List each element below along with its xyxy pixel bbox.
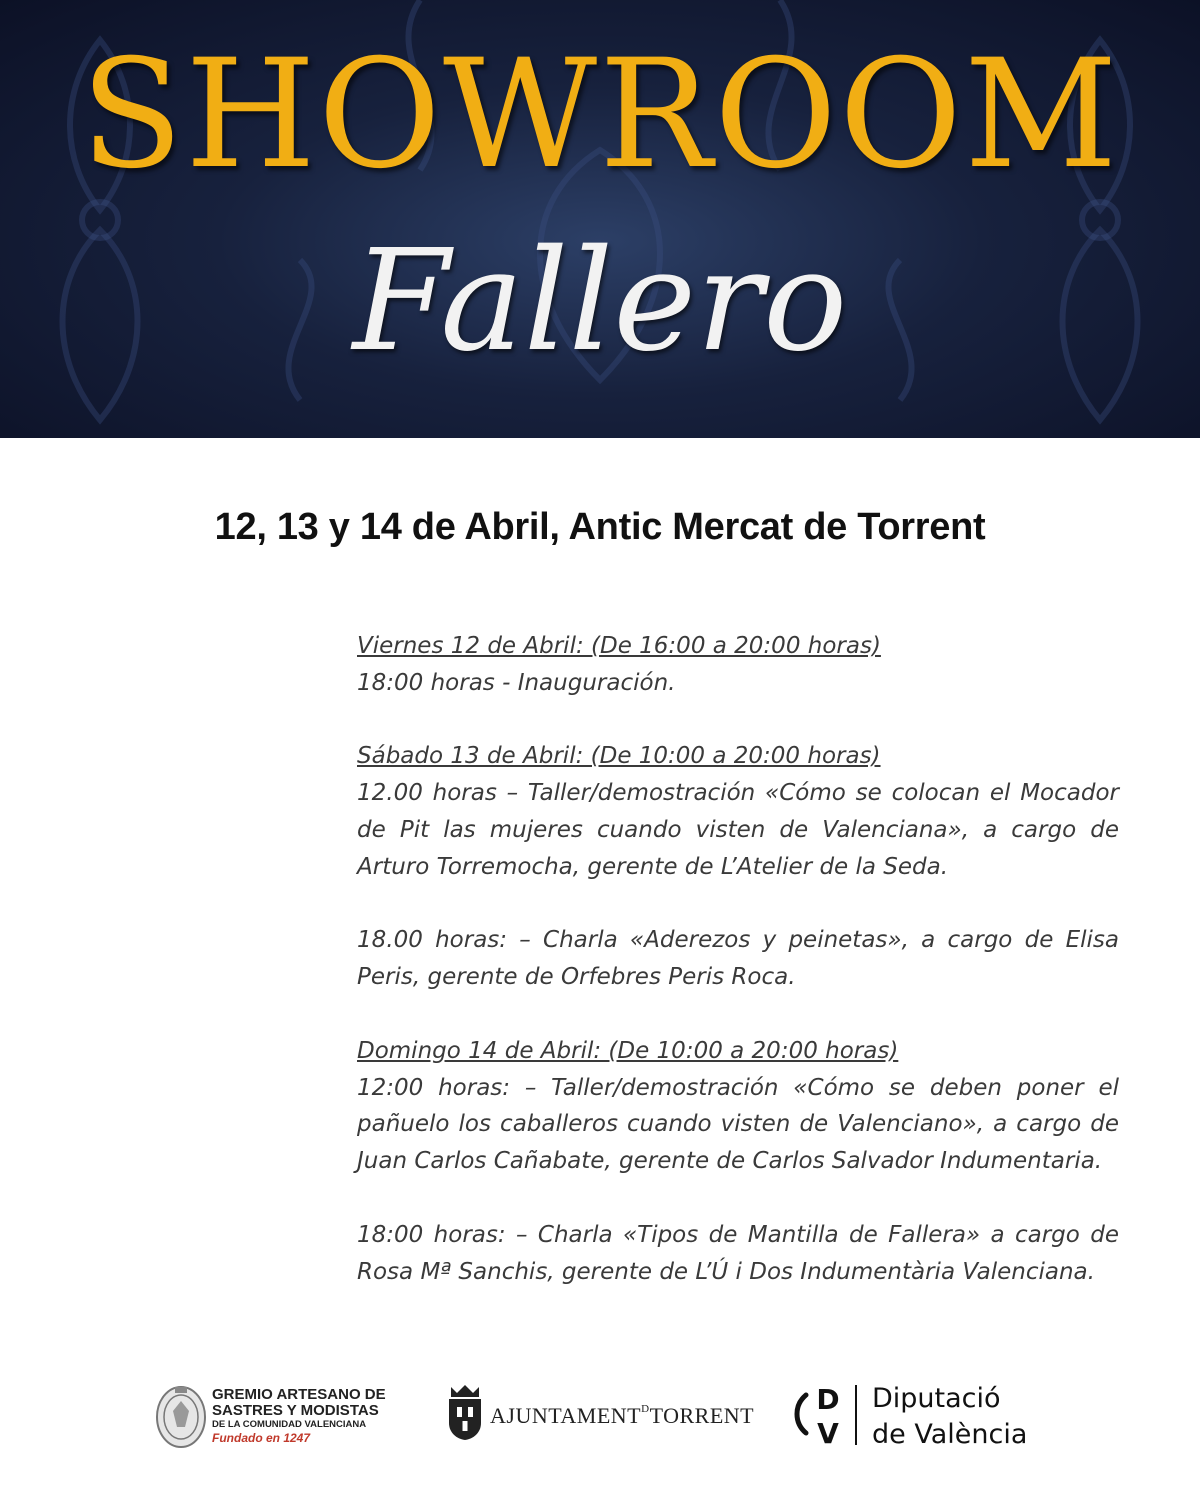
gremio-line1: GREMIO ARTESANO DE — [212, 1386, 386, 1403]
torrent-text-sup: D — [641, 1403, 650, 1415]
sponsor-logos — [0, 1375, 1200, 1455]
diputacio-line2: de València — [872, 1419, 1028, 1450]
banner-subtitle: Fallero — [352, 220, 848, 383]
torrent-text-a: AJUNTAMENT — [490, 1403, 642, 1428]
sunday-item: 18:00 horas: – Charla «Tipos de Mantilla de Fallera» a cargo de Rosa Mª Sanchis, gerente de L’Ú i Dos Indumentària Valenciana. — [357, 1221, 1119, 1285]
dv-mark-top: D — [816, 1383, 840, 1416]
torrent-crest-icon — [445, 1383, 485, 1441]
dv-mark-icon — [790, 1379, 870, 1449]
torrent-text-b: TORRENT — [649, 1403, 755, 1428]
friday-item: 18:00 horas - Inauguración. — [357, 669, 676, 696]
saturday-item: 18.00 horas: – Charla «Aderezos y peinetas», a cargo de Elisa Peris, gerente de Orfebres Peris Roca. — [357, 927, 1119, 991]
gremio-line4: Fundado en 1247 — [212, 1431, 311, 1445]
diputacio-line1: Diputació — [872, 1383, 1001, 1414]
gremio-line2: SASTRES Y MODISTAS — [212, 1402, 379, 1419]
gremio-line3: DE LA COMUNIDAD VALENCIANA — [212, 1419, 367, 1430]
gremio-seal-icon — [155, 1383, 207, 1449]
torrent-logo — [445, 1383, 755, 1443]
event-program — [357, 628, 1119, 1290]
dv-mark-bottom: V — [817, 1417, 839, 1449]
sunday-heading: Domingo 14 de Abril: (De 10:00 a 20:00 horas) — [357, 1037, 899, 1064]
saturday-item: 12.00 horas – Taller/demostración «Cómo se colocan el Mocador de Pit las mujeres cuando visten de Valenciana», a cargo de Arturo Torremocha, gerente de L’Atelier de la Seda. — [357, 780, 1119, 880]
diputacio-logo — [790, 1375, 1050, 1455]
sunday-item: 12:00 horas: – Taller/demostración «Cómo se deben poner el pañuelo los caballeros cuando visten de Valenciano», a cargo de Juan Carlos Cañabate, gerente de Carlos Salvador Indumentaria. — [357, 1074, 1119, 1175]
saturday-heading: Sábado 13 de Abril: (De 10:00 a 20:00 horas) — [357, 743, 881, 770]
banner-title: SHOWROOM — [80, 28, 1120, 202]
friday-heading: Viernes 12 de Abril: (De 16:00 a 20:00 horas) — [357, 633, 881, 659]
gremio-logo — [155, 1383, 405, 1453]
header-banner — [0, 0, 1200, 438]
event-headline: 12, 13 y 14 de Abril, Antic Mercat de Torrent — [214, 506, 986, 548]
torrent-wordmark — [490, 1403, 754, 1429]
